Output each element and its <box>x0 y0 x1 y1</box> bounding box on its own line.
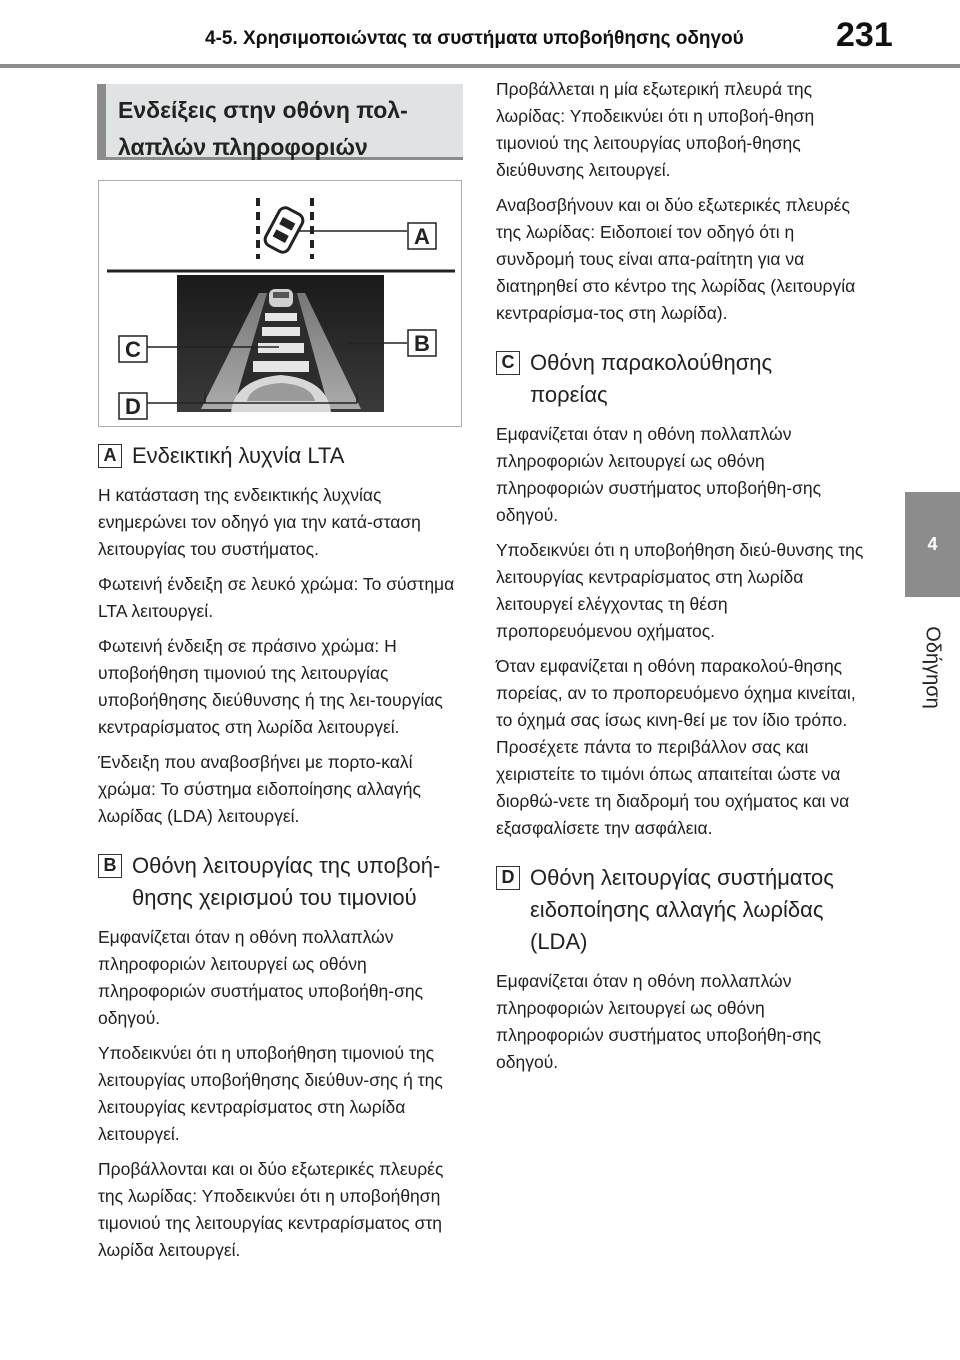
section-heading <box>97 84 463 160</box>
item-a-paragraph: Φωτεινή ένδειξη σε λευκό χρώμα: Το σύστημα LTA λειτουργεί. <box>98 574 455 621</box>
item-b-paragraph: Εμφανίζεται όταν η οθόνη πολλαπλών πληροφοριών λειτουργεί ως οθόνη πληροφοριών συστήματος υποβοήθη-σης οδηγού. <box>98 927 424 1028</box>
figure-label-d: D <box>125 394 141 419</box>
figure-label-b: B <box>414 331 430 356</box>
item-b-heading <box>98 850 470 914</box>
chapter-number: 4 <box>927 534 938 554</box>
item-a-paragraph: Φωτεινή ένδειξη σε πράσινο χρώμα: Η υποβοήθηση τιμονιού της λειτουργίας υποβοήθησης διεύθυνσης ή της λει-τουργίας κεντραρίσματος στη λωρίδα λειτουργεί. <box>98 636 443 737</box>
item-c-title-line1: Οθόνη παρακολούθησης <box>530 350 773 375</box>
display-illustration <box>98 180 462 427</box>
item-d-title-line2: ειδοποίησης αλλαγής λωρίδας <box>530 897 824 922</box>
section-heading-line1: Ενδείξεις στην οθόνη πολ- <box>118 97 408 123</box>
item-c-paragraph: Όταν εμφανίζεται η οθόνη παρακολού-θησης πορείας, αν το προπορευόμενο όχημα κινείται, το όχημά σας ίσως κινη-θεί με τον ίδιο τρόπο. Προσέχετε πάντα το περιβάλλον σας και χειριστείτε το τιμόνι όπως απαιτείται ώστε να διορθώ-νετε τη διαδρομή του οχήματος και να εξασφαλίσετε την ασφάλεια. <box>496 656 856 838</box>
item-c-heading <box>496 347 868 411</box>
item-a-paragraph: Ένδειξη που αναβοσβήνει με πορτο-καλί χρώμα: Το σύστημα ειδοποίησης αλλαγής λωρίδας (LDA) λειτουργεί. <box>98 752 421 826</box>
item-d-badge: D <box>496 866 520 890</box>
item-d-title <box>520 862 834 958</box>
figure-label-c: C <box>125 337 141 362</box>
item-b-badge: B <box>98 854 122 878</box>
figure-label-a: A <box>414 224 430 249</box>
item-a-heading <box>98 440 470 472</box>
lta-indicator-icon <box>258 198 312 259</box>
item-d-paragraph: Εμφανίζεται όταν η οθόνη πολλαπλών πληροφοριών λειτουργεί ως οθόνη πληροφοριών συστήματος υποβοήθη-σης οδηγού. <box>496 971 822 1072</box>
item-d-title-line1: Οθόνη λειτουργίας συστήματος <box>530 865 834 890</box>
item-d-title-line3: (LDA) <box>530 929 588 954</box>
item-c-paragraph: Υποδεικνύει ότι η υποβοήθηση διεύ-θυνσης της λειτουργίας κεντραρίσματος στη λωρίδα λειτουργεί ελέγχοντας τη θέση προπορευόμενου οχήματος. <box>496 540 864 641</box>
header-divider <box>0 64 960 68</box>
item-c-title <box>520 347 772 411</box>
item-b-paragraph: Προβάλλεται η μία εξωτερική πλευρά της λωρίδας: Υποδεικνύει ότι η υποβοή-θηση τιμονιού της λειτουργίας υποβοή-θησης διεύθυνσης λειτουργεί. <box>496 79 815 180</box>
item-a-badge: A <box>98 444 122 468</box>
item-d-heading <box>496 862 868 958</box>
chapter-tab <box>905 492 960 597</box>
page-number: 231 <box>836 16 893 54</box>
item-c-badge: C <box>496 351 520 375</box>
section-heading-line2: λαπλών πληροφοριών <box>118 134 368 160</box>
item-a-paragraph: Η κατάσταση της ενδεικτικής λυχνίας ενημερώνει τον οδηγό για την κατά-σταση λειτουργίας του συστήματος. <box>98 485 421 559</box>
item-c-title-line2: πορείας <box>530 382 608 407</box>
chapter-label <box>907 612 957 722</box>
left-column <box>98 440 470 1272</box>
page-header-title: 4-5. Χρησιμοποιώντας τα συστήματα υποβοήθησης οδηγού <box>205 28 744 49</box>
display-illustration-svg <box>99 181 461 426</box>
item-b-paragraph: Υποδεικνύει ότι η υποβοήθηση τιμονιού της λειτουργίας υποβοήθησης διεύθυν-σης ή της λειτουργίας κεντραρίσματος στη λωρίδα λειτουργεί. <box>98 1043 443 1144</box>
chapter-label-text: Οδήγηση <box>921 625 944 709</box>
item-b-paragraph: Προβάλλονται και οι δύο εξωτερικές πλευρές της λωρίδας: Υποδεικνύει ότι η υποβοήθηση τιμονιού της λειτουργίας κεντραρίσματος στη λωρίδα λειτουργεί. <box>98 1159 444 1260</box>
item-b-title-line2: θησης χειρισμού του τιμονιού <box>132 885 417 910</box>
right-column <box>496 76 868 1084</box>
item-c-paragraph: Εμφανίζεται όταν η οθόνη πολλαπλών πληροφοριών λειτουργεί ως οθόνη πληροφοριών συστήματος υποβοήθη-σης οδηγού. <box>496 424 822 525</box>
item-b-paragraph: Αναβοσβήνουν και οι δύο εξωτερικές πλευρές της λωρίδας: Ειδοποιεί τον οδηγό ότι η συνδρομή τους είναι απα-ραίτητη για να διατηρηθεί στο κέντρο της λωρίδας (λειτουργία κεντραρίσμα-τος στη λωρίδα). <box>496 195 856 323</box>
item-b-title <box>122 850 440 914</box>
item-a-title: Ενδεικτική λυχνία LTA <box>132 443 345 468</box>
item-b-title-line1: Οθόνη λειτουργίας της υποβοή- <box>132 853 441 878</box>
